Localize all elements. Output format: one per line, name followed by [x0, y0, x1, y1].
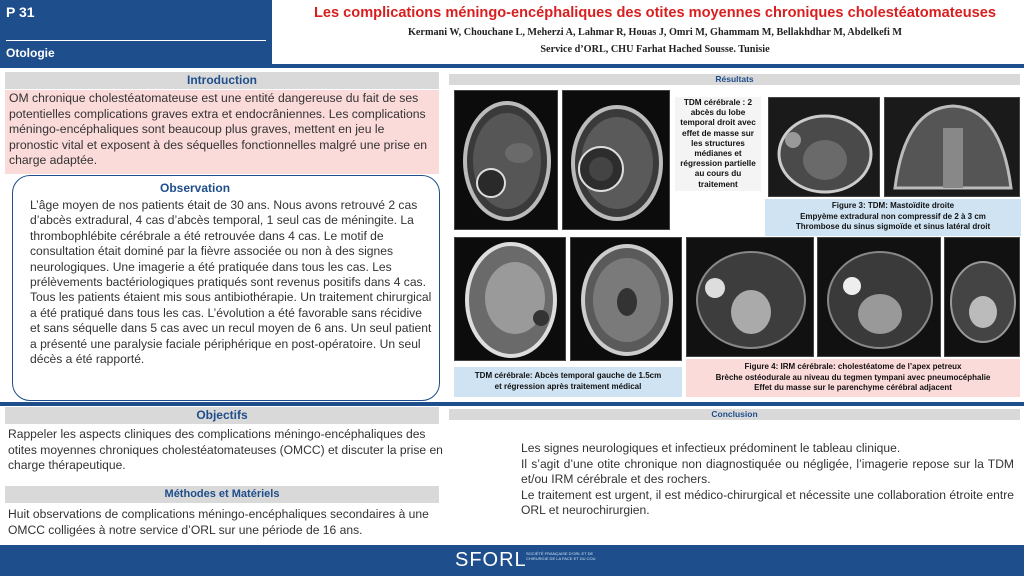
sforl-logo: SFORL — [455, 549, 527, 571]
conclusion-text — [521, 441, 1014, 519]
objectifs-text: Rappeler les aspects cliniques des complications méningo-encéphaliques des otites moyennes chroniques cholestéatomateuses (OMCC) et discuter la prise en charge thérapeutique. — [8, 427, 443, 473]
section-label: Otologie — [6, 46, 55, 60]
caption-line: Brèche ostéodurale au niveau du tegmen tympani avec pneumocéphalie — [715, 372, 991, 382]
ct-scan-image — [570, 237, 682, 361]
figure3-caption — [765, 199, 1021, 236]
mri-image — [817, 237, 941, 357]
mri-image — [944, 237, 1020, 357]
poster-number: P 31 — [6, 4, 35, 20]
section-rule — [0, 402, 1024, 406]
results-heading: Résultats — [449, 74, 1020, 85]
ct-scan-image — [768, 97, 880, 197]
ct-scan-image — [454, 90, 558, 230]
tdm1-caption: TDM cérébrale : 2 abcès du lobe temporal droit avec effet de masse sur les structures médianes et régression partielle au cours du traitement — [675, 97, 761, 191]
affiliation: Service d’ORL, CHU Farhat Hached Sousse. Tunisie — [540, 44, 770, 55]
objectifs-heading: Objectifs — [5, 407, 439, 424]
introduction-text: OM chronique cholestéatomateuse est une entité dangereuse du fait de ses potentielles complications graves extra et endocrâniennes. Les complications méningo-encéphaliques sont beaucoup plus graves, mettent en jeu le pronostic vital et exposent à des séquelles fonctionnelles malgré une prise en charge adaptée. — [5, 90, 439, 174]
introduction-heading: Introduction — [5, 72, 439, 89]
tdm2-caption — [454, 367, 682, 397]
caption-line: et régression après traitement médical — [494, 381, 642, 391]
caption-line: Figure 4: IRM cérébrale: cholestéatome de l’apex petreux — [744, 362, 962, 371]
header-rule — [0, 64, 1024, 68]
conclusion-heading: Conclusion — [449, 409, 1020, 420]
conclusion-paragraph: Le traitement est urgent, il est médico-chirurgical et nécessite une collaboration étroite entre ORL et neurochirurgien. — [521, 487, 1014, 518]
caption-line: Effet du masse sur le parenchyme cérébral adjacent — [754, 383, 952, 392]
conclusion-paragraph: Les signes neurologiques et infectieux prédominent le tableau clinique. — [521, 441, 901, 455]
conclusion-paragraph: Il s’agit d’une otite chronique non diagnostiquée ou négligée, l’imagerie repose sur la TDM et/ou IRM cérébrale et des rochers. — [521, 456, 1014, 487]
ct-scan-image — [454, 237, 566, 361]
poster-title: Les complications méningo-encéphaliques des otites moyennes chroniques cholestéatomateuses — [313, 5, 997, 21]
caption-line: TDM cérébrale: Abcès temporal gauche de 1.5cm — [474, 371, 662, 380]
caption-line: Figure 3: TDM: Mastoïdite droite — [831, 201, 955, 210]
observation-heading: Observation — [160, 181, 231, 195]
methodes-text: Huit observations de complications méningo-encéphaliques secondaires à une OMCC colligées à notre service d’ORL sur une période de 16 ans. — [8, 507, 429, 537]
authors: Kermani W, Chouchane L, Meherzi A, Lahmar R, Houas J, Omri M, Ghammam M, Bellakhdhar M, Abdelkefi M — [407, 27, 902, 38]
caption-line: Empyème extradural non compressif de 2 à 3 cm — [800, 211, 986, 221]
methodes-heading: Méthodes et Matériels — [5, 486, 439, 503]
ct-scan-image — [562, 90, 670, 230]
ct-scan-image — [884, 97, 1020, 197]
mri-image — [686, 237, 814, 357]
header-divider — [6, 40, 266, 41]
observation-text: L’âge moyen de nos patients était de 30 ans. Nous avons retrouvé 2 cas d’abcès extradural, 4 cas d’abcès temporal, 1 seul cas de méningite. La thrombophlébite cérébrale a été retrouvée dans 4 cas. Le motif de consultation était dominé par la fièvre associée ou non à des signes neurologiques. Une imagerie a été pratiquée dans tous les cas. Les prélèvements bactériologiques pratiqués sont revenus positifs dans 4 cas. Tous les patients étaient mis sous antibiothérapie. Un traitement chirurgical a été pratiqué dans tous les cas. L’évolution a été favorable sans récidive et sans séquelle dans 5 cas avec un recul moyen de 6 ans. Un seul patient a présenté une paralysie faciale périphérique en post-opératoire. Un seul décès a été rapporté. — [30, 198, 432, 367]
caption-line: Thrombose du sinus sigmoïde et sinus latéral droit — [795, 222, 991, 231]
sforl-logo-subtitle: SOCIÉTÉ FRANÇAISE D'ORL ET DE CHIRURGIE DE LA FACE ET DU COU — [526, 551, 596, 561]
figure4-caption — [686, 359, 1020, 397]
